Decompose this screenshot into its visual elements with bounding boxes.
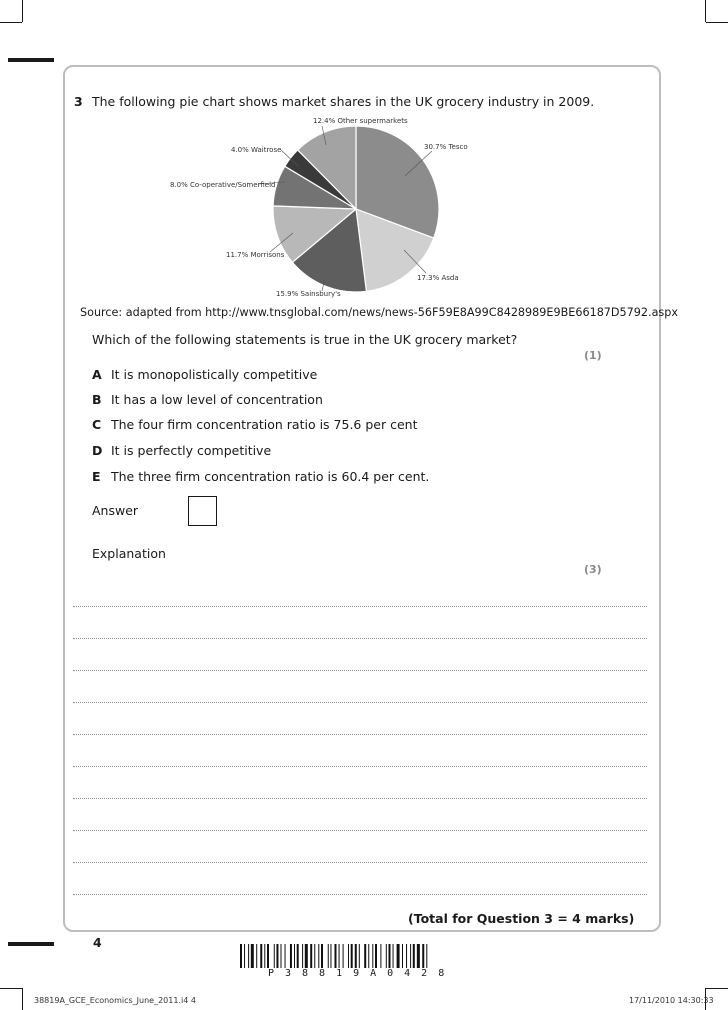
barcode-bar — [248, 944, 249, 968]
barcode-bar — [389, 944, 391, 968]
barcode-bar — [413, 944, 415, 968]
slice-label-sainsburys: 15.9% Sainsbury's — [276, 290, 341, 298]
pie-chart — [0, 0, 728, 320]
answer-line — [73, 830, 647, 831]
footer-file: 38819A_GCE_Economics_June_2011.i4 4 — [34, 996, 196, 1005]
answer-line — [73, 798, 647, 799]
barcode-bar — [348, 944, 349, 968]
barcode-text: P38819A0428 — [268, 968, 456, 979]
slice-label-asda: 17.3% Asda — [417, 274, 459, 282]
barcode-bar — [372, 944, 373, 968]
barcode-bar — [368, 944, 369, 968]
barcode-bar — [393, 944, 394, 968]
crop-mark — [706, 988, 728, 989]
barcode-bar — [244, 944, 245, 968]
barcode-bar — [302, 944, 303, 968]
option-letter: C — [92, 417, 102, 432]
barcode-bar — [339, 944, 340, 968]
barcode-bar — [264, 944, 265, 968]
prompt-marks: (1) — [584, 349, 602, 362]
barcode-bar — [364, 944, 366, 968]
barcode-bar — [251, 944, 254, 968]
crop-mark — [0, 988, 22, 989]
slice-label-cooperative: 8.0% Co-operative/Somerfield — [170, 181, 276, 189]
chart-source: Source: adapted from http://www.tnsglobal.com/news/news-56F59E8A99C8428989E9BE66187D5792.aspx — [80, 306, 678, 319]
barcode-bar — [285, 944, 286, 968]
explanation-label: Explanation — [92, 546, 166, 561]
option-letter: D — [92, 443, 103, 458]
barcode-bar — [417, 944, 420, 968]
answer-line — [73, 862, 647, 863]
option-text: The four firm concentration ratio is 75.6 per cent — [111, 417, 418, 432]
footer-timestamp: 17/11/2010 14:30:33 — [629, 996, 714, 1005]
barcode-bar — [240, 944, 242, 968]
barcode-bar — [260, 944, 262, 968]
barcode-bar — [355, 944, 357, 968]
option-text: It is perfectly competitive — [111, 443, 272, 458]
barcode-bar — [380, 944, 381, 968]
barcode-bar — [335, 944, 337, 968]
slice-label-morrisons: 11.7% Morrisons — [226, 251, 285, 259]
barcode-bar — [276, 944, 278, 968]
barcode-bar — [297, 944, 299, 968]
barcode-bar — [359, 944, 360, 968]
barcode-bar — [410, 944, 411, 968]
option-text: The three firm concentration ratio is 60.4 per cent. — [111, 469, 430, 484]
barcode-bar — [328, 944, 329, 968]
slice-label-tesco: 30.7% Tesco — [424, 143, 468, 151]
page-number: 4 — [93, 935, 102, 950]
answer-line — [73, 606, 647, 607]
barcode-bar — [397, 944, 400, 968]
barcode — [240, 944, 490, 968]
question-intro: The following pie chart shows market shares in the UK grocery industry in 2009. — [92, 94, 595, 109]
option-letter: A — [92, 367, 102, 382]
barcode-bar — [256, 944, 257, 968]
barcode-bar — [351, 944, 353, 968]
barcode-bar — [281, 944, 282, 968]
barcode-bar — [310, 944, 312, 968]
answer-line — [73, 894, 647, 895]
answer-label: Answer — [92, 503, 139, 518]
answer-line — [73, 638, 647, 639]
option-letter: E — [92, 469, 101, 484]
margin-bar — [8, 942, 54, 946]
answer-line — [73, 670, 647, 671]
explanation-marks: (3) — [584, 563, 602, 576]
slice-label-waitrose: 4.0% Waitrose — [231, 146, 282, 154]
barcode-bar — [406, 944, 407, 968]
answer-box[interactable] — [188, 496, 217, 526]
question-total: (Total for Question 3 = 4 marks) — [408, 911, 635, 926]
answer-line — [73, 734, 647, 735]
option-letter: B — [92, 392, 102, 407]
barcode-bar — [386, 944, 387, 968]
answer-line — [73, 702, 647, 703]
barcode-bar — [318, 944, 319, 968]
barcode-bar — [343, 944, 344, 968]
barcode-bar — [274, 944, 275, 968]
barcode-bar — [426, 944, 427, 968]
slice-label-other: 12.4% Other supermarkets — [313, 117, 408, 125]
barcode-bar — [375, 944, 377, 968]
crop-mark — [22, 988, 23, 1010]
barcode-bar — [330, 944, 331, 968]
question-prompt: Which of the following statements is true in the UK grocery market? — [92, 332, 518, 347]
barcode-bar — [422, 944, 424, 968]
barcode-bar — [402, 944, 403, 968]
barcode-bar — [321, 944, 323, 968]
barcode-bar — [305, 944, 308, 968]
option-text: It has a low level of concentration — [111, 392, 323, 407]
answer-line — [73, 766, 647, 767]
question-number: 3 — [74, 94, 83, 109]
option-text: It is monopolistically competitive — [111, 367, 318, 382]
barcode-bar — [290, 944, 292, 968]
barcode-bar — [294, 944, 295, 968]
barcode-bar — [314, 944, 315, 968]
barcode-bar — [267, 944, 269, 968]
